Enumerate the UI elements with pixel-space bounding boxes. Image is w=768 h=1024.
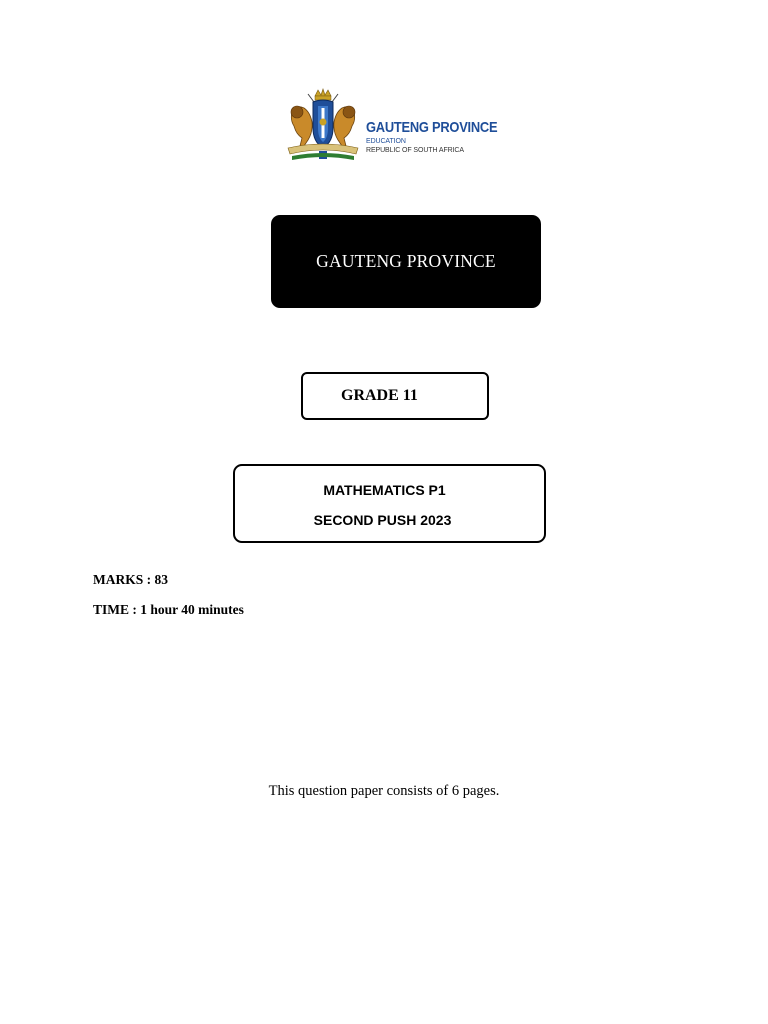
- exam-session: SECOND PUSH 2023: [313, 512, 452, 528]
- province-banner: [271, 215, 541, 308]
- subject-box: [233, 464, 546, 543]
- logo-department: EDUCATION: [366, 138, 406, 145]
- logo-country: REPUBLIC OF SOUTH AFRICA: [366, 147, 464, 154]
- marks-total: MARKS : 83: [93, 572, 168, 587]
- gauteng-coat-of-arms-logo: [282, 88, 500, 164]
- coat-of-arms-icon: [282, 88, 364, 164]
- logo-title: GAUTENG PROVINCE: [366, 119, 498, 136]
- page-count-note: This question paper consists of 6 pages.: [268, 783, 500, 799]
- grade-label: GRADE 11: [341, 387, 418, 404]
- province-title: GAUTENG PROVINCE: [316, 251, 496, 271]
- time-allowed: TIME : 1 hour 40 minutes: [93, 602, 244, 617]
- grade-box: [301, 372, 489, 420]
- subject-title: MATHEMATICS P1: [323, 482, 446, 498]
